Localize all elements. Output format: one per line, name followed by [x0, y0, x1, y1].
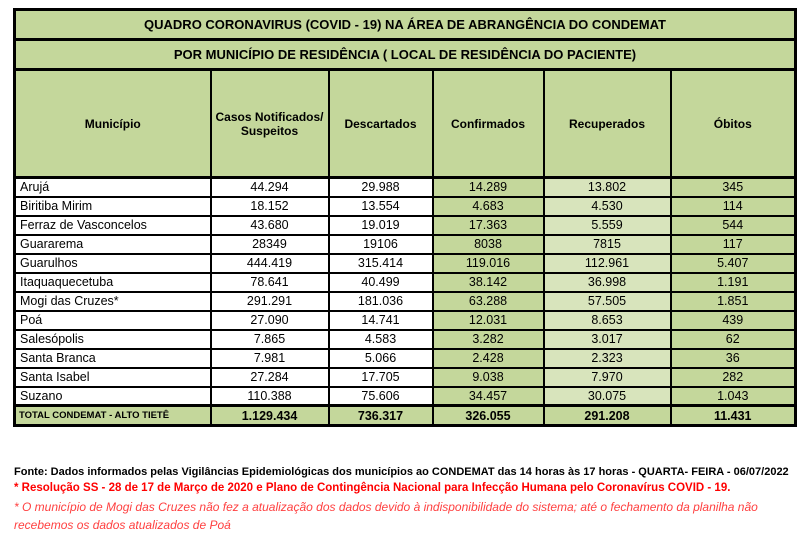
column-header-municipio: Município: [15, 70, 211, 178]
value-cell: 19106: [329, 235, 433, 254]
table-row: [15, 178, 796, 197]
value-cell: 44.294: [211, 178, 329, 197]
resolution-note: * Resolução SS - 28 de 17 de Março de 2020 e Plano de Contingência Nacional para Infecção Humana pelo Coronavírus COVID - 19.: [14, 482, 731, 494]
value-cell: 112.961: [544, 254, 671, 273]
table-row: [15, 349, 796, 368]
value-cell: 2.323: [544, 349, 671, 368]
value-cell: 9.038: [433, 368, 544, 387]
municipality-cell: Mogi das Cruzes*: [15, 292, 211, 311]
value-cell: 5.066: [329, 349, 433, 368]
value-cell: 1.043: [671, 387, 796, 406]
footnotes: [14, 466, 796, 534]
column-header-descartados: Descartados: [329, 70, 433, 178]
value-cell: 78.641: [211, 273, 329, 292]
total-recuperados-cell: 291.208: [544, 406, 671, 426]
value-cell: 282: [671, 368, 796, 387]
value-cell: 8038: [433, 235, 544, 254]
value-cell: 30.075: [544, 387, 671, 406]
table-header-row: [15, 70, 796, 178]
value-cell: 2.428: [433, 349, 544, 368]
value-cell: 36: [671, 349, 796, 368]
value-cell: 1.851: [671, 292, 796, 311]
column-header-confirmados: Confirmados: [433, 70, 544, 178]
covid-table: [13, 8, 797, 427]
value-cell: 4.683: [433, 197, 544, 216]
municipality-cell: Guarulhos: [15, 254, 211, 273]
value-cell: 7.865: [211, 330, 329, 349]
table-row: [15, 368, 796, 387]
table-title: QUADRO CORONAVIRUS (COVID - 19) NA ÁREA DE ABRANGÊNCIA DO CONDEMAT: [15, 10, 796, 40]
value-cell: 7.970: [544, 368, 671, 387]
municipality-cell: Santa Isabel: [15, 368, 211, 387]
value-cell: 114: [671, 197, 796, 216]
table-row: [15, 311, 796, 330]
value-cell: 3.017: [544, 330, 671, 349]
value-cell: 43.680: [211, 216, 329, 235]
value-cell: 27.284: [211, 368, 329, 387]
value-cell: 28349: [211, 235, 329, 254]
value-cell: 117: [671, 235, 796, 254]
value-cell: 14.289: [433, 178, 544, 197]
value-cell: 27.090: [211, 311, 329, 330]
value-cell: 17.705: [329, 368, 433, 387]
total-notificados-cell: 1.129.434: [211, 406, 329, 426]
table-row: [15, 387, 796, 406]
municipality-cell: Arujá: [15, 178, 211, 197]
municipality-cell: Santa Branca: [15, 349, 211, 368]
value-cell: 5.407: [671, 254, 796, 273]
total-label: TOTAL CONDEMAT - ALTO TIETÊ: [15, 406, 211, 426]
value-cell: 12.031: [433, 311, 544, 330]
table-subtitle-row: [15, 40, 796, 70]
table-title-row: [15, 10, 796, 40]
municipality-cell: Suzano: [15, 387, 211, 406]
value-cell: 29.988: [329, 178, 433, 197]
source-note: Fonte: Dados informados pelas Vigilâncias Epidemiológicas dos municípios ao CONDEMAT das 14 horas às 17 horas - QUARTA- FEIRA - 06/07/2022: [14, 466, 789, 478]
value-cell: 4.583: [329, 330, 433, 349]
value-cell: 110.388: [211, 387, 329, 406]
value-cell: 75.606: [329, 387, 433, 406]
value-cell: 7.981: [211, 349, 329, 368]
value-cell: 315.414: [329, 254, 433, 273]
value-cell: 181.036: [329, 292, 433, 311]
table-subtitle: POR MUNICÍPIO DE RESIDÊNCIA ( LOCAL DE RESIDÊNCIA DO PACIENTE): [15, 40, 796, 70]
value-cell: 8.653: [544, 311, 671, 330]
column-header-notificados: Casos Notificados/ Suspeitos: [211, 70, 329, 178]
table-row: [15, 235, 796, 254]
column-header-recuperados: Recuperados: [544, 70, 671, 178]
value-cell: 36.998: [544, 273, 671, 292]
table-row: [15, 292, 796, 311]
table-row: [15, 273, 796, 292]
value-cell: 57.505: [544, 292, 671, 311]
table-total-row: [15, 406, 796, 426]
value-cell: 62: [671, 330, 796, 349]
municipality-cell: Ferraz de Vasconcelos: [15, 216, 211, 235]
value-cell: 439: [671, 311, 796, 330]
value-cell: 19.019: [329, 216, 433, 235]
value-cell: 13.802: [544, 178, 671, 197]
mogi-poa-note: * O município de Mogi das Cruzes não fez a atualização dos dados devido à indisponibilidade do sistema; até o fechamento da planilha não recebemos os dados atualizados de Poá: [14, 500, 758, 532]
table-row: [15, 330, 796, 349]
municipality-cell: Poá: [15, 311, 211, 330]
value-cell: 444.419: [211, 254, 329, 273]
value-cell: 4.530: [544, 197, 671, 216]
value-cell: 63.288: [433, 292, 544, 311]
table-row: [15, 197, 796, 216]
value-cell: 7815: [544, 235, 671, 254]
value-cell: 544: [671, 216, 796, 235]
value-cell: 38.142: [433, 273, 544, 292]
value-cell: 40.499: [329, 273, 433, 292]
column-header-obitos: Óbitos: [671, 70, 796, 178]
municipality-cell: Biritiba Mirim: [15, 197, 211, 216]
table-row: [15, 216, 796, 235]
municipality-cell: Itaquaquecetuba: [15, 273, 211, 292]
value-cell: 5.559: [544, 216, 671, 235]
value-cell: 291.291: [211, 292, 329, 311]
value-cell: 3.282: [433, 330, 544, 349]
value-cell: 1.191: [671, 273, 796, 292]
value-cell: 119.016: [433, 254, 544, 273]
table-row: [15, 254, 796, 273]
value-cell: 345: [671, 178, 796, 197]
value-cell: 17.363: [433, 216, 544, 235]
total-descartados-cell: 736.317: [329, 406, 433, 426]
municipality-cell: Guararema: [15, 235, 211, 254]
total-obitos-cell: 11.431: [671, 406, 796, 426]
value-cell: 34.457: [433, 387, 544, 406]
value-cell: 13.554: [329, 197, 433, 216]
value-cell: 14.741: [329, 311, 433, 330]
value-cell: 18.152: [211, 197, 329, 216]
municipality-cell: Salesópolis: [15, 330, 211, 349]
total-confirmados-cell: 326.055: [433, 406, 544, 426]
